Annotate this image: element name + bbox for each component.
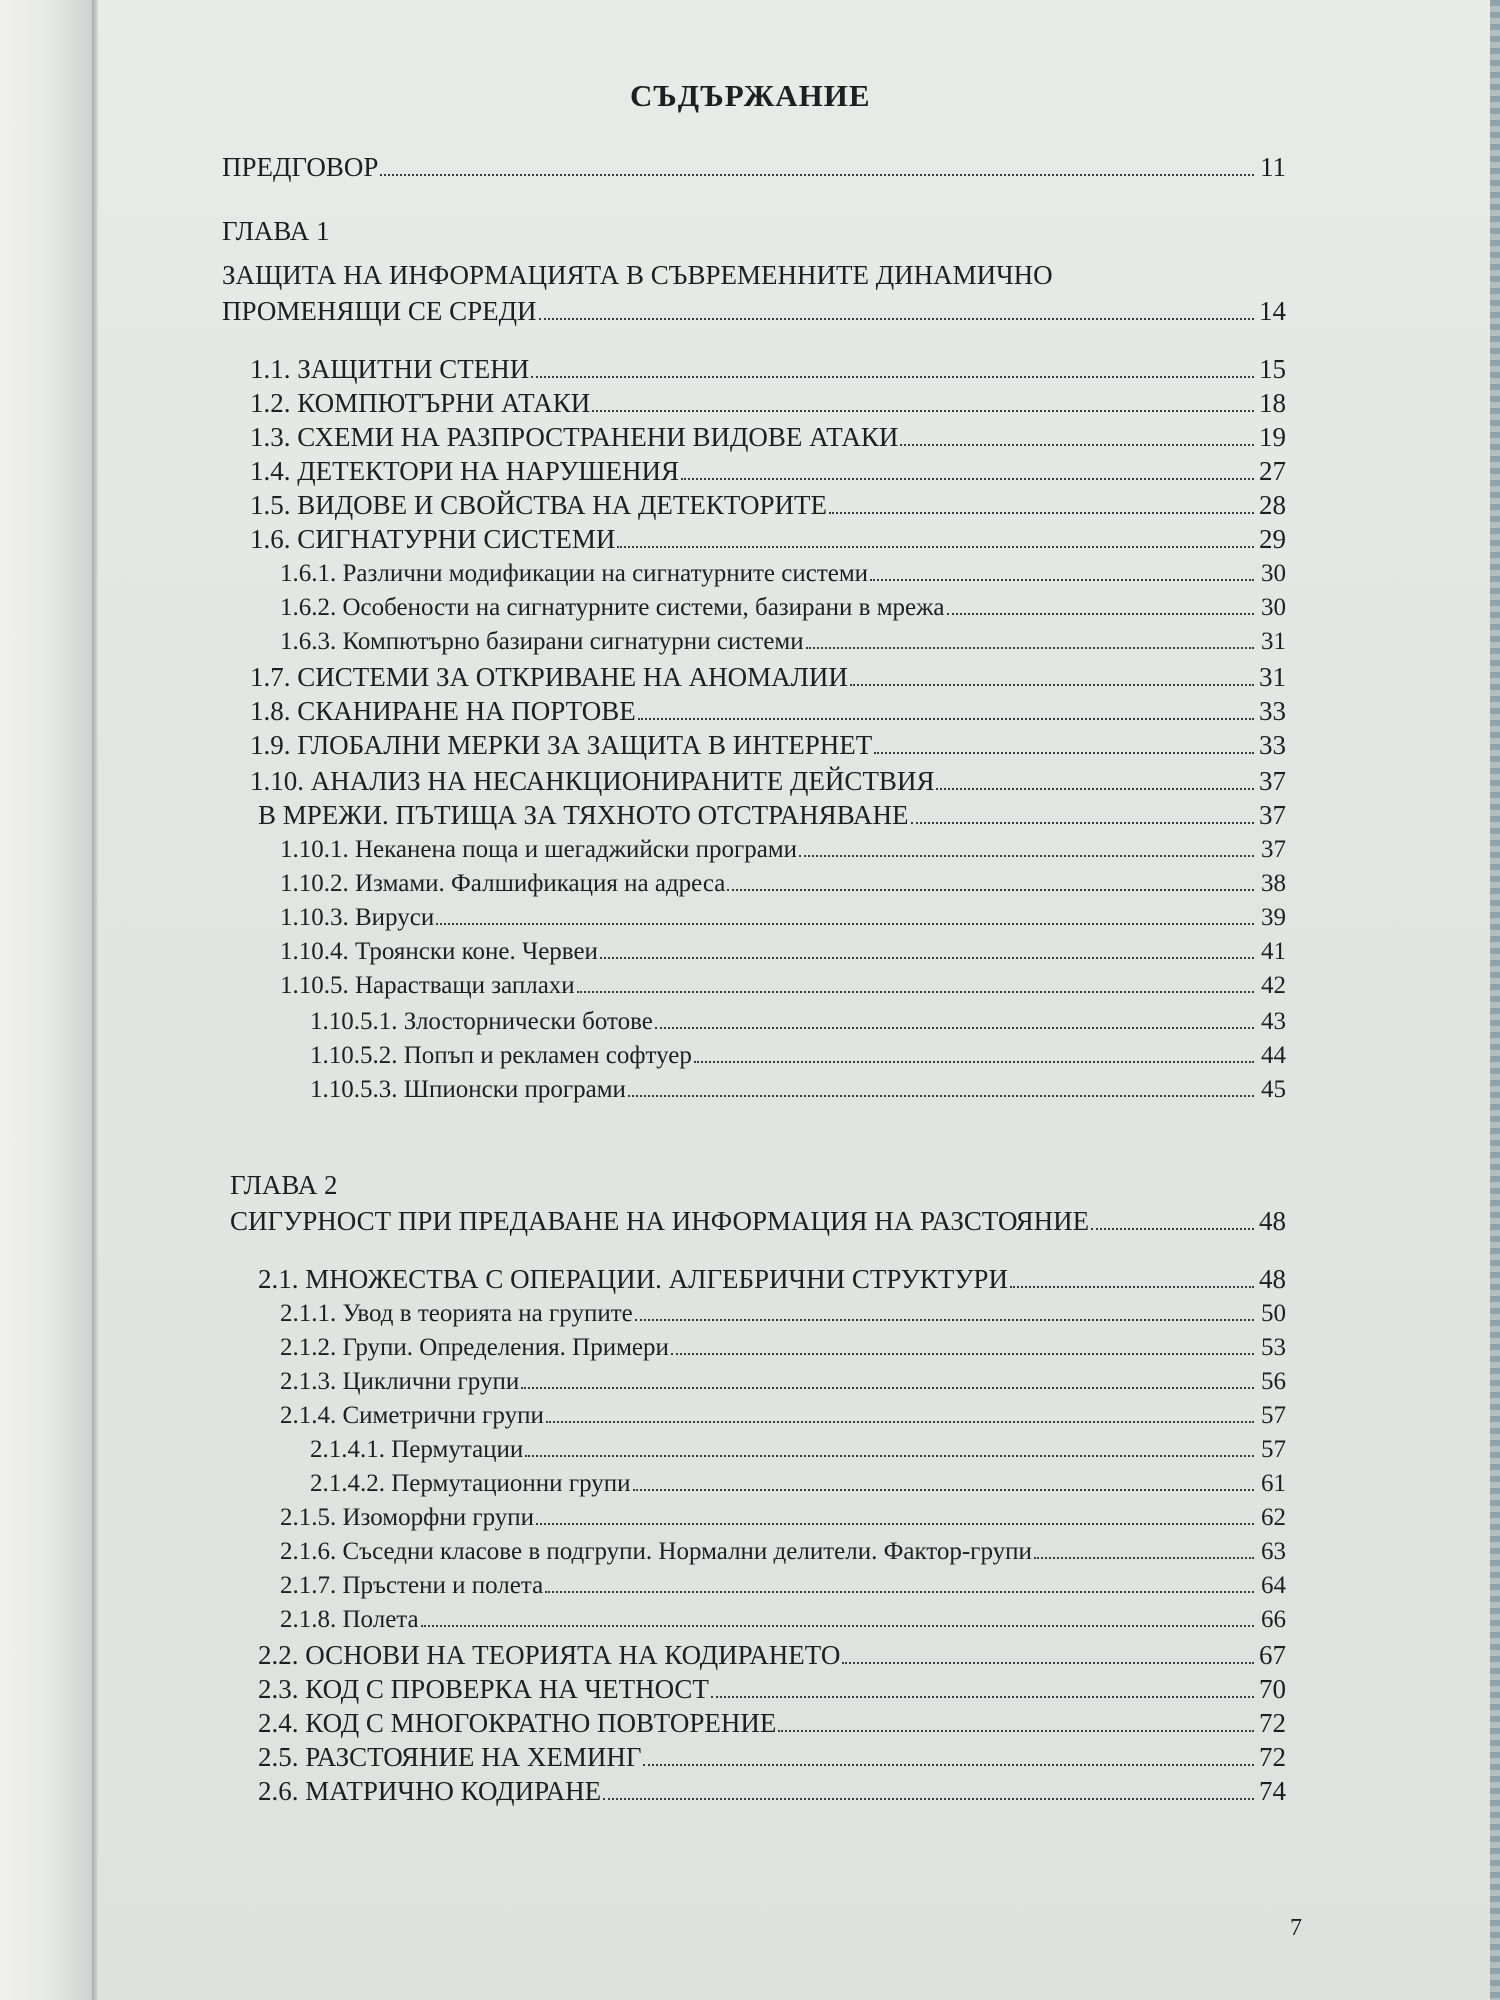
toc-page-number: 19	[1259, 422, 1286, 452]
toc-row	[280, 1538, 1286, 1566]
toc-page-number: 57	[1261, 1436, 1286, 1463]
toc-page-number: 33	[1259, 730, 1286, 760]
toc-row	[280, 1334, 1286, 1362]
toc-entry-text: 2.1. МНОЖЕСТВА С ОПЕРАЦИИ. АЛГЕБРИЧНИ СТРУКТУРИ	[258, 1264, 1008, 1294]
leader-dots	[870, 579, 1254, 581]
toc-page-number: 61	[1261, 1470, 1286, 1497]
toc-page-number: 33	[1259, 696, 1286, 726]
toc-row	[250, 422, 1286, 453]
toc-page-number: 56	[1261, 1368, 1286, 1395]
toc-page-number: 44	[1261, 1042, 1286, 1069]
toc-row	[258, 1708, 1286, 1739]
toc-row-chapter1	[222, 296, 1286, 327]
toc-row	[250, 766, 1286, 797]
toc-page-number: 31	[1261, 628, 1286, 655]
leader-dots	[521, 1387, 1254, 1389]
toc-entry-text: 1.10.3. Вируси	[280, 904, 435, 931]
toc-entry-text: 1.6.3. Компютърно базирани сигнатурни системи	[280, 628, 804, 655]
toc-page-number: 37	[1259, 766, 1286, 796]
toc-entry-text: 1.10.5.1. Злосторнически ботове	[310, 1008, 653, 1035]
toc-page-number: 31	[1259, 662, 1286, 692]
toc-page-number: 43	[1261, 1008, 1286, 1035]
leader-dots	[577, 991, 1254, 993]
toc-page-number: 72	[1259, 1708, 1286, 1738]
toc-entry-text: 1.2. КОМПЮТЪРНИ АТАКИ	[250, 388, 591, 418]
leader-dots	[694, 1061, 1254, 1063]
toc-entry-text: 2.2. ОСНОВИ НА ТЕОРИЯТА НА КОДИРАНЕТО	[258, 1640, 841, 1670]
toc-page-number: 72	[1259, 1742, 1286, 1772]
toc-row	[250, 456, 1286, 487]
toc-page-number: 74	[1259, 1776, 1286, 1806]
leader-dots	[842, 1662, 1254, 1664]
toc-entry-text: 1.10. АНАЛИЗ НА НЕСАНКЦИОНИРАНИТЕ ДЕЙСТВИЯ	[250, 766, 935, 796]
toc-entry-text: 1.4. ДЕТЕКТОРИ НА НАРУШЕНИЯ	[250, 456, 679, 486]
leader-dots	[436, 923, 1254, 925]
toc-row	[258, 1640, 1286, 1671]
chapter1-label: ГЛАВА 1	[222, 216, 330, 246]
toc-entry-text: 2.4. КОД С МНОГОКРАТНО ПОВТОРЕНИЕ	[258, 1708, 777, 1738]
leader-dots	[727, 889, 1254, 891]
toc-entry-text: 1.10.4. Троянски коне. Червеи	[280, 938, 598, 965]
toc-row	[280, 972, 1286, 1000]
leader-dots	[655, 1027, 1254, 1029]
toc-row-preface	[222, 152, 1286, 183]
leader-dots	[874, 752, 1254, 754]
toc-row	[250, 524, 1286, 555]
toc-row	[258, 1264, 1286, 1295]
leader-dots	[900, 444, 1254, 446]
toc-entry-text: В МРЕЖИ. ПЪТИЩА ЗА ТЯХНОТО ОТСТРАНЯВАНЕ	[258, 800, 909, 830]
toc-row	[258, 1776, 1286, 1807]
leader-dots	[711, 1696, 1254, 1698]
toc-entry-text: ПРЕДГОВОР	[222, 152, 379, 182]
leader-dots	[421, 1625, 1254, 1627]
leader-dots	[850, 684, 1254, 686]
toc-entry-text: 2.1.1. Увод в теорията на групите	[280, 1300, 633, 1327]
leader-dots	[525, 1455, 1254, 1457]
leader-dots	[635, 1319, 1254, 1321]
toc-entry-text: 1.8. СКАНИРАНЕ НА ПОРТОВЕ	[250, 696, 636, 726]
toc-row	[280, 560, 1286, 588]
toc-row	[310, 1470, 1286, 1498]
toc-row	[280, 1300, 1286, 1328]
toc-entry-text: 1.6. СИГНАТУРНИ СИСТЕМИ	[250, 524, 616, 554]
toc-entry-text: 1.10.1. Неканена поща и шегаджийски програми	[280, 836, 798, 863]
toc-row	[250, 490, 1286, 521]
leader-dots	[545, 1591, 1254, 1593]
leader-dots	[806, 647, 1254, 649]
toc-row	[280, 870, 1286, 898]
toc-entry-text: 1.1. ЗАЩИТНИ СТЕНИ	[250, 354, 530, 384]
leader-dots	[600, 957, 1254, 959]
toc-entry-text: 2.1.6. Съседни класове в подгрупи. Нормални делители. Фактор-групи	[280, 1538, 1032, 1565]
leader-dots	[936, 788, 1254, 790]
toc-entry-text: 2.5. РАЗСТОЯНИЕ НА ХЕМИНГ	[258, 1742, 642, 1772]
toc-entry-text: 1.10.5. Нарастващи заплахи	[280, 972, 575, 999]
toc-row	[280, 938, 1286, 966]
toc-entry-text: 2.1.3. Циклични групи	[280, 1368, 520, 1395]
toc-entry-text: 2.1.4.1. Пермутации	[310, 1436, 524, 1463]
toc-entry-text: 1.6.1. Различни модификации на сигнатурните системи	[280, 560, 869, 587]
leader-dots	[1010, 1286, 1254, 1288]
toc-entry-text: 1.10.5.3. Шпионски програми	[310, 1076, 626, 1103]
toc-entry-text: 1.10.2. Измами. Фалшификация на адреса	[280, 870, 726, 897]
leader-dots	[592, 410, 1254, 412]
toc-page-number: 48	[1259, 1264, 1286, 1294]
toc-entry-text: 1.10.5.2. Попъп и рекламен софтуер	[310, 1042, 692, 1069]
leader-dots	[911, 822, 1255, 824]
toc-entry-text: 1.6.2. Особености на сигнатурните системи, базирани в мрежа	[280, 594, 945, 621]
toc-row	[258, 1742, 1286, 1773]
leader-dots	[1091, 1228, 1254, 1230]
toc-row	[280, 628, 1286, 656]
toc-page-number: 45	[1261, 1076, 1286, 1103]
toc-page-number: 30	[1261, 594, 1286, 621]
toc-entry-text: 1.5. ВИДОВЕ И СВОЙСТВА НА ДЕТЕКТОРИТЕ	[250, 490, 828, 520]
toc-row	[310, 1436, 1286, 1464]
leader-dots	[633, 1489, 1255, 1491]
toc-page-number: 11	[1260, 152, 1286, 182]
toc-entry-text: 2.1.4.2. Пермутационни групи	[310, 1470, 631, 1497]
leader-dots	[380, 174, 1254, 176]
toc-entry-text: 2.3. КОД С ПРОВЕРКА НА ЧЕТНОСТ	[258, 1674, 709, 1704]
toc-page-number: 64	[1261, 1572, 1286, 1599]
toc-row	[250, 696, 1286, 727]
chapter2-label: ГЛАВА 2	[230, 1170, 338, 1200]
toc-row	[310, 1042, 1286, 1070]
toc-entry-text: СИГУРНОСТ ПРИ ПРЕДАВАНЕ НА ИНФОРМАЦИЯ НА РАЗСТОЯНИЕ	[230, 1206, 1090, 1236]
toc-entry-text: 2.1.2. Групи. Определения. Примери	[280, 1334, 669, 1361]
toc-page-number: 39	[1261, 904, 1286, 931]
toc-entry-text: 1.9. ГЛОБАЛНИ МЕРКИ ЗА ЗАЩИТА В ИНТЕРНЕТ	[250, 730, 873, 760]
leader-dots	[603, 1798, 1254, 1800]
toc-entry-text: 2.6. МАТРИЧНО КОДИРАНЕ	[258, 1776, 602, 1806]
toc-page-number: 15	[1259, 354, 1286, 384]
toc-row	[310, 1008, 1286, 1036]
leader-dots	[628, 1095, 1254, 1097]
toc-entry-text: 2.1.5. Изоморфни групи	[280, 1504, 535, 1531]
toc-row-chapter2	[230, 1206, 1286, 1237]
toc-row	[280, 1504, 1286, 1532]
leader-dots	[536, 1523, 1254, 1525]
leader-dots	[671, 1353, 1254, 1355]
page-number: 7	[1290, 1915, 1302, 1941]
toc-page-number: 62	[1261, 1504, 1286, 1531]
leader-dots	[638, 718, 1254, 720]
leader-dots	[1034, 1557, 1254, 1559]
chapter1-title-line1: ЗАЩИТА НА ИНФОРМАЦИЯТА В СЪВРЕМЕННИТЕ ДИНАМИЧНО	[222, 260, 1053, 290]
toc-row	[250, 730, 1286, 761]
toc-page-number: 67	[1259, 1640, 1286, 1670]
toc-entry-text: 2.1.4. Симетрични групи	[280, 1402, 544, 1429]
toc-page-number: 50	[1261, 1300, 1286, 1327]
leader-dots	[947, 613, 1254, 615]
toc-entry-text: 2.1.7. Пръстени и полета	[280, 1572, 544, 1599]
leader-dots	[531, 376, 1254, 378]
toc-page-number: 14	[1259, 296, 1286, 326]
toc-page-number: 41	[1261, 938, 1286, 965]
toc-page-number: 27	[1259, 456, 1286, 486]
leader-dots	[643, 1764, 1254, 1766]
page-title: СЪДЪРЖАНИЕ	[630, 78, 871, 113]
toc-page-number: 18	[1259, 388, 1286, 418]
toc-page-number: 63	[1261, 1538, 1286, 1565]
toc-row	[280, 904, 1286, 932]
toc-entry-text: 2.1.8. Полета	[280, 1606, 419, 1633]
toc-page-number: 57	[1261, 1402, 1286, 1429]
toc-row	[280, 1368, 1286, 1396]
leader-dots	[539, 318, 1254, 320]
toc-row	[280, 1402, 1286, 1430]
toc-page-number: 70	[1259, 1674, 1286, 1704]
toc-entry-text: 1.7. СИСТЕМИ ЗА ОТКРИВАНЕ НА АНОМАЛИИ	[250, 662, 848, 692]
toc-row	[258, 1674, 1286, 1705]
toc-entry-text: 1.3. СХЕМИ НА РАЗПРОСТРАНЕНИ ВИДОВЕ АТАКИ	[250, 422, 899, 452]
toc-page-number: 38	[1261, 870, 1286, 897]
toc-row	[250, 354, 1286, 385]
toc-row	[280, 1606, 1286, 1634]
toc-row	[310, 1076, 1286, 1104]
toc-page-number: 37	[1261, 836, 1286, 863]
toc-page-number: 42	[1261, 972, 1286, 999]
leader-dots	[617, 546, 1254, 548]
toc-page-number: 53	[1261, 1334, 1286, 1361]
leader-dots	[546, 1421, 1254, 1423]
toc-page-number: 48	[1259, 1206, 1286, 1236]
toc-row	[280, 594, 1286, 622]
leader-dots	[778, 1730, 1254, 1732]
leader-dots	[799, 855, 1254, 857]
toc-row	[258, 800, 1286, 831]
toc-entry-text: ПРОМЕНЯЩИ СЕ СРЕДИ	[222, 296, 537, 326]
toc-page-number: 29	[1259, 524, 1286, 554]
toc-row	[280, 836, 1286, 864]
leader-dots	[829, 512, 1254, 514]
toc-page-number: 66	[1261, 1606, 1286, 1633]
toc-page-number: 37	[1259, 800, 1286, 830]
toc-page-number: 28	[1259, 490, 1286, 520]
toc-row	[250, 388, 1286, 419]
toc-row	[280, 1572, 1286, 1600]
toc-page-number: 30	[1261, 560, 1286, 587]
leader-dots	[681, 478, 1254, 480]
toc-row	[250, 662, 1286, 693]
